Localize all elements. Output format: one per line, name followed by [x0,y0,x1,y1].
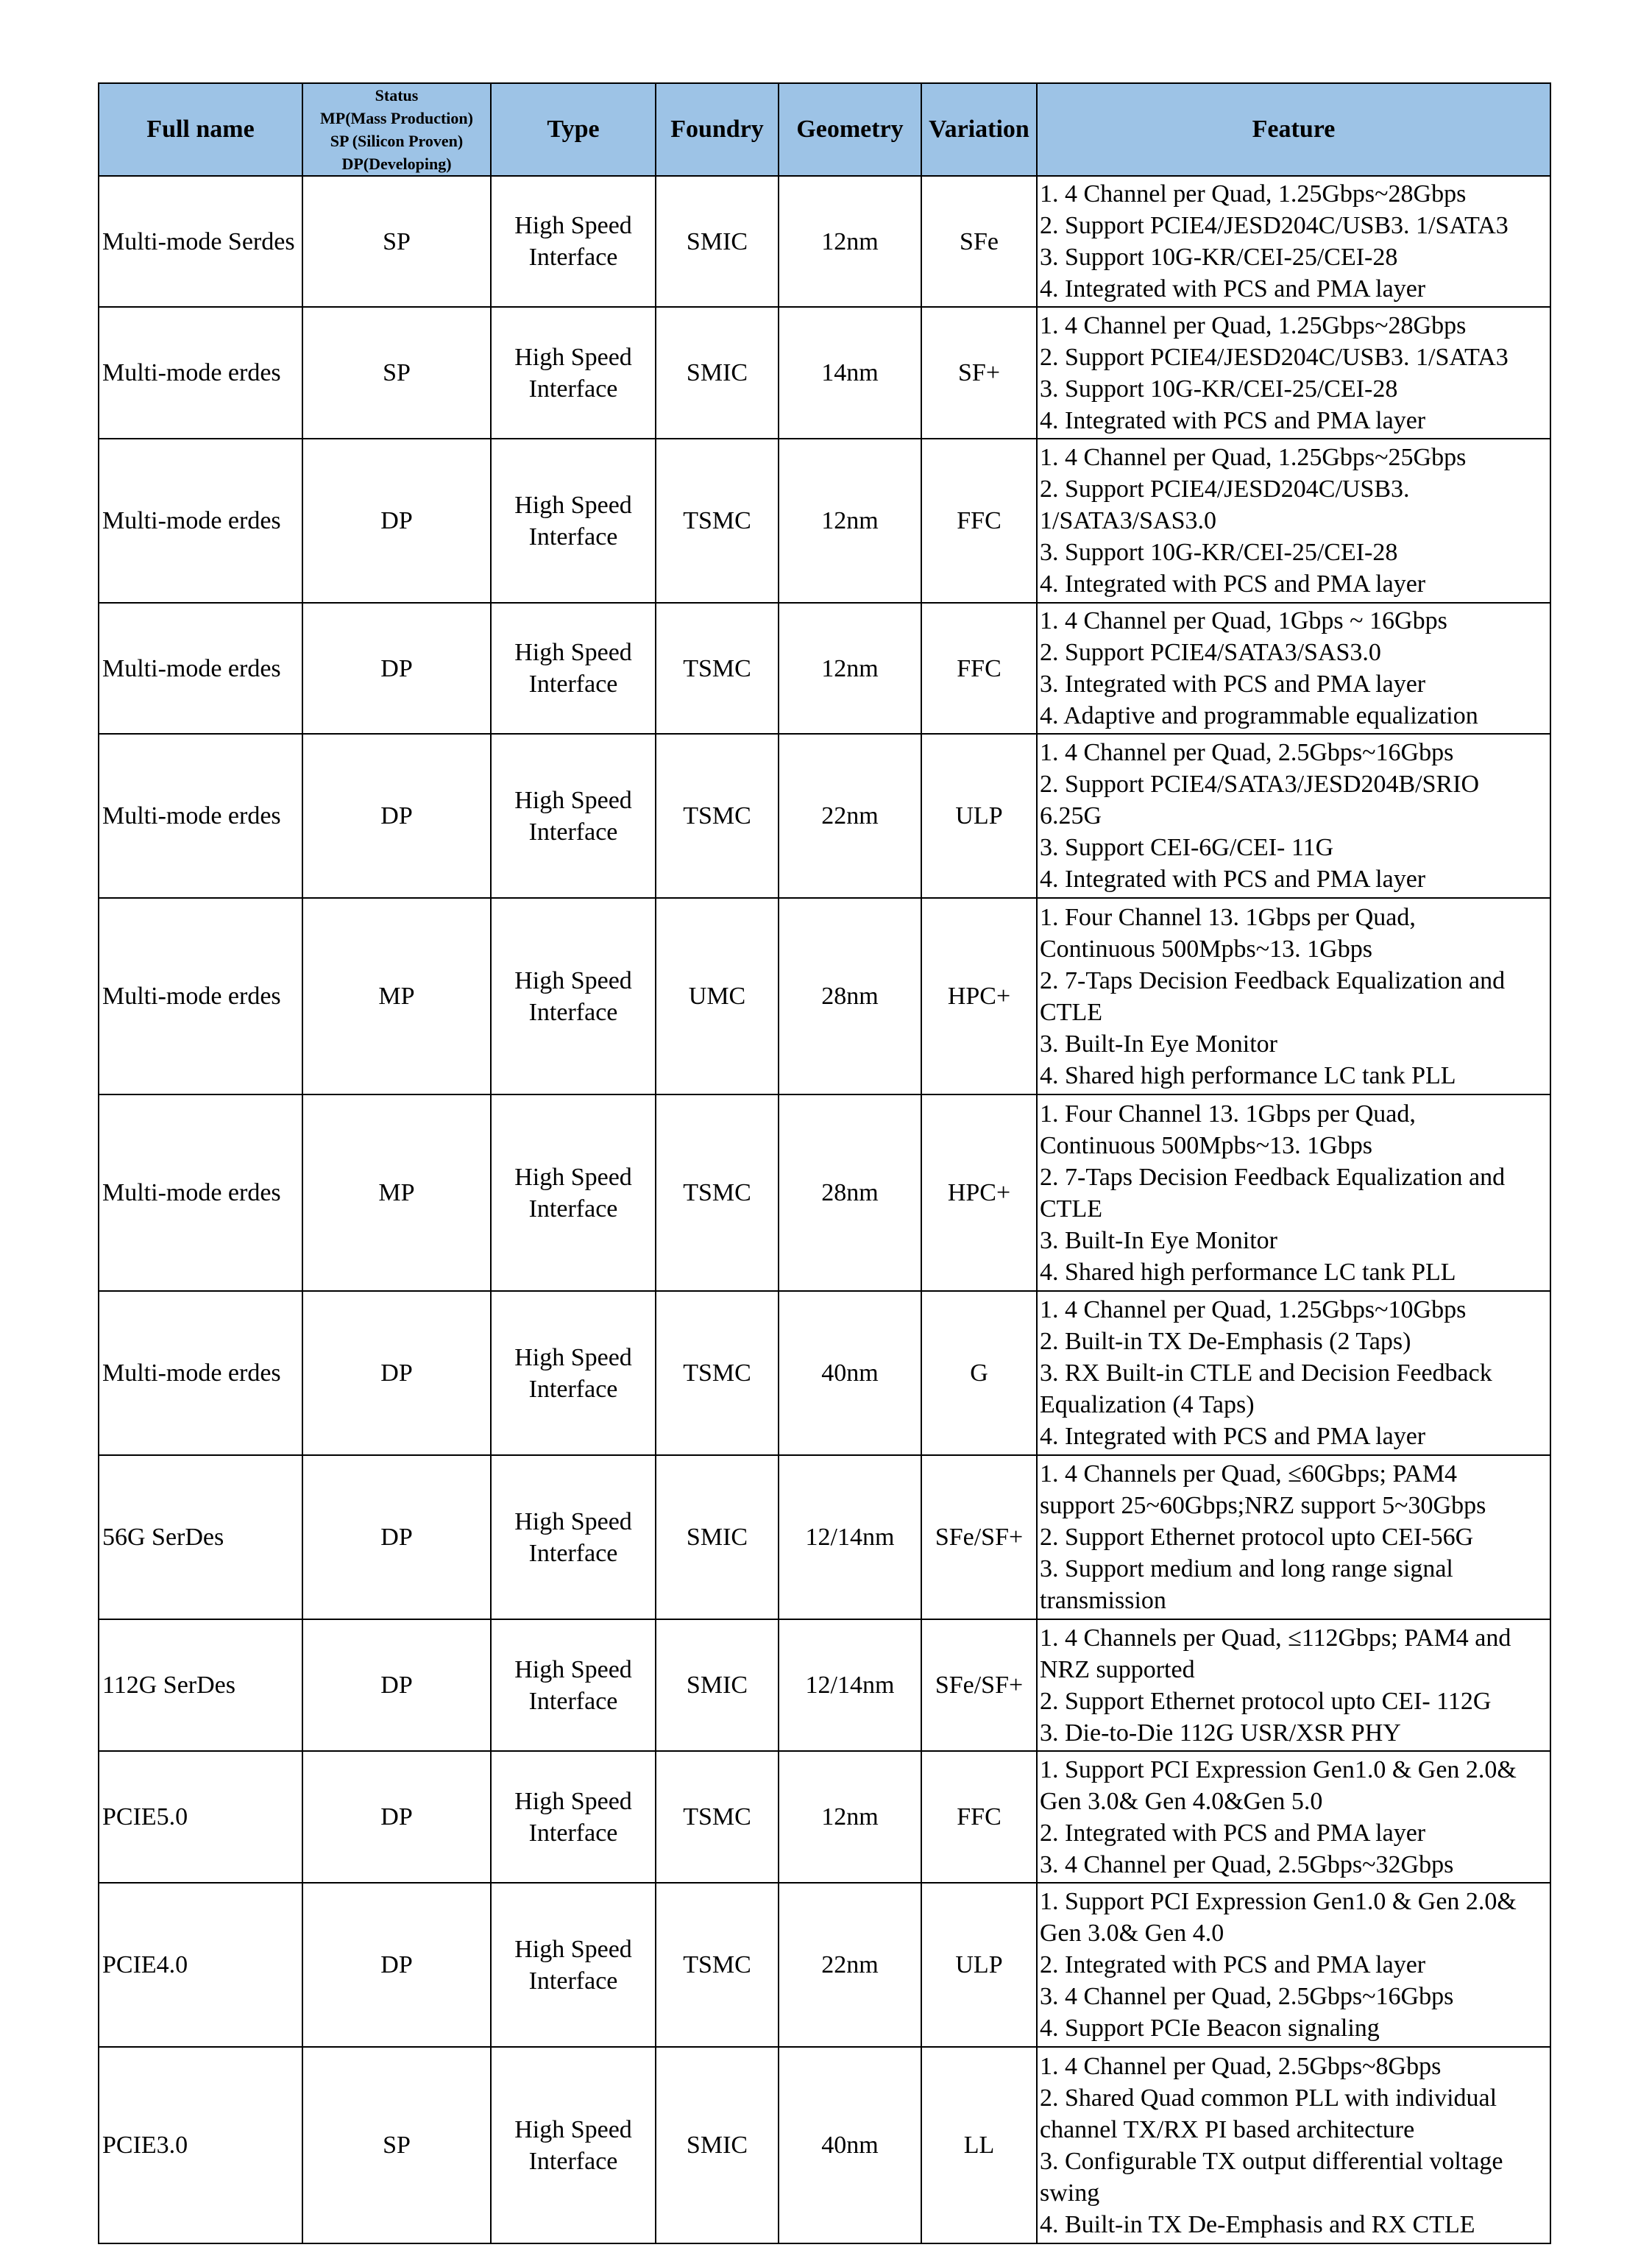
header-row [99,83,1550,176]
feature-line: 6.25G [1040,802,1102,830]
cell-feature [1037,439,1550,603]
feature-line: support 25~60Gbps;NRZ support 5~30Gbps [1040,1492,1486,1519]
cell-status: MP [302,1094,491,1291]
cell-full-name: Multi-mode erdes [99,898,302,1094]
cell-type-line: High Speed [514,2115,632,2143]
cell-full-name: Multi-mode erdes [99,307,302,439]
feature-line: 2. Support PCIE4/JESD204C/USB3. 1/SATA3 [1040,343,1509,371]
cell-full-name: Multi-mode Serdes [99,176,302,307]
cell-feature [1037,307,1550,439]
feature-line: 1. 4 Channel per Quad, 1Gbps ~ 16Gbps [1040,607,1447,634]
feature-line: 2. Integrated with PCS and PMA layer [1040,1819,1426,1847]
feature-line: 1. 4 Channel per Quad, 2.5Gbps~8Gbps [1040,2052,1442,2080]
cell-feature [1037,1751,1550,1883]
header-variation: Variation [921,83,1037,176]
cell-status: SP [302,307,491,439]
feature-line: 2. Support Ethernet protocol upto CEI- 112G [1040,1687,1492,1715]
table-row [99,1619,1550,1751]
cell-geometry: 40nm [779,1291,921,1455]
cell-type [491,734,656,898]
cell-geometry: 28nm [779,898,921,1094]
cell-foundry: SMIC [656,176,779,307]
cell-foundry: TSMC [656,1883,779,2047]
feature-line: 1. 4 Channels per Quad, ≤112Gbps; PAM4 and [1040,1624,1511,1652]
cell-type-line: High Speed [514,1507,632,1535]
cell-variation: SFe [921,176,1037,307]
cell-geometry: 22nm [779,1883,921,2047]
cell-variation: ULP [921,734,1037,898]
cell-feature [1037,734,1550,898]
cell-status: DP [302,1291,491,1455]
feature-line: 3. Integrated with PCS and PMA layer [1040,671,1426,698]
cell-type-line: Interface [528,818,618,846]
table-row [99,439,1550,603]
cell-feature [1037,176,1550,307]
cell-type-line: Interface [528,1375,618,1403]
feature-line: transmission [1040,1587,1166,1614]
cell-variation: HPC+ [921,1094,1037,1291]
cell-status: DP [302,439,491,603]
feature-line: 1. 4 Channel per Quad, 1.25Gbps~25Gbps [1040,444,1467,471]
header-full-name: Full name [99,83,302,176]
feature-line: channel TX/RX PI based architecture [1040,2115,1415,2143]
cell-full-name: PCIE5.0 [99,1751,302,1883]
cell-type-line: High Speed [514,1163,632,1191]
table-row [99,1455,1550,1619]
cell-foundry: SMIC [656,1455,779,1619]
cell-foundry: TSMC [656,1751,779,1883]
cell-type-line: High Speed [514,1655,632,1683]
feature-line: 4. Integrated with PCS and PMA layer [1040,406,1426,434]
cell-variation: G [921,1291,1037,1455]
feature-line: 1. 4 Channels per Quad, ≤60Gbps; PAM4 [1040,1460,1458,1488]
feature-line: 1. Support PCI Expression Gen1.0 & Gen 2.0& [1040,1755,1517,1783]
cell-full-name: Multi-mode erdes [99,1291,302,1455]
cell-status: DP [302,1455,491,1619]
feature-line: 2. 7-Taps Decision Feedback Equalization and [1040,966,1506,994]
cell-status: DP [302,603,491,734]
table-row [99,734,1550,898]
cell-full-name: 56G SerDes [99,1455,302,1619]
feature-line: Equalization (4 Taps) [1040,1391,1255,1418]
cell-type [491,1883,656,2047]
table-row [99,603,1550,734]
feature-line: 2. Support Ethernet protocol upto CEI-56G [1040,1524,1474,1551]
cell-type-line: High Speed [514,1343,632,1371]
feature-line: 3. Die-to-Die 112G USR/XSR PHY [1040,1719,1401,1747]
feature-line: 3. Support medium and long range signal [1040,1555,1453,1582]
cell-geometry: 22nm [779,734,921,898]
cell-variation: HPC+ [921,898,1037,1094]
table-row [99,2047,1550,2243]
feature-line: 4. Integrated with PCS and PMA layer [1040,275,1426,303]
cell-foundry: SMIC [656,2047,779,2243]
cell-variation: FFC [921,439,1037,603]
cell-status: MP [302,898,491,1094]
cell-feature [1037,1619,1550,1751]
cell-foundry: TSMC [656,1291,779,1455]
cell-foundry: UMC [656,898,779,1094]
feature-line: Continuous 500Mpbs~13. 1Gbps [1040,1131,1372,1159]
feature-line: 4. Support PCIe Beacon signaling [1040,2015,1380,2042]
cell-foundry: SMIC [656,307,779,439]
cell-geometry: 14nm [779,307,921,439]
cell-status: SP [302,2047,491,2243]
table-row [99,1291,1550,1455]
cell-type-line: High Speed [514,491,632,519]
table-body [99,176,1550,2243]
cell-type [491,1751,656,1883]
cell-type-line: Interface [528,244,618,271]
feature-line: 1. 4 Channel per Quad, 1.25Gbps~10Gbps [1040,1296,1467,1323]
feature-line: 1. Four Channel 13. 1Gbps per Quad, [1040,903,1416,931]
cell-variation: LL [921,2047,1037,2243]
feature-line: 3. 4 Channel per Quad, 2.5Gbps~16Gbps [1040,1983,1454,2010]
cell-type [491,176,656,307]
cell-status: DP [302,1619,491,1751]
header-status-line: DP(Developing) [341,155,452,173]
cell-geometry: 12nm [779,439,921,603]
feature-line: 3. Support 10G-KR/CEI-25/CEI-28 [1040,539,1398,566]
cell-type-line: Interface [528,671,618,698]
header-foundry: Foundry [656,83,779,176]
cell-geometry: 12nm [779,176,921,307]
table-row [99,1094,1550,1291]
feature-line: 4. Shared high performance LC tank PLL [1040,1258,1456,1286]
cell-full-name: Multi-mode erdes [99,603,302,734]
cell-variation: FFC [921,603,1037,734]
cell-feature [1037,1291,1550,1455]
feature-line: 2. Integrated with PCS and PMA layer [1040,1951,1426,1978]
feature-line: 1/SATA3/SAS3.0 [1040,507,1217,534]
feature-line: 3. Support 10G-KR/CEI-25/CEI-28 [1040,375,1398,403]
cell-type [491,1094,656,1291]
cell-foundry: SMIC [656,1619,779,1751]
header-status-line: Status [375,86,419,105]
feature-line: 3. RX Built-in CTLE and Decision Feedback [1040,1359,1492,1387]
feature-line: 3. Support 10G-KR/CEI-25/CEI-28 [1040,244,1398,271]
feature-line: 4. Integrated with PCS and PMA layer [1040,570,1426,598]
cell-feature [1037,1094,1550,1291]
cell-foundry: TSMC [656,1094,779,1291]
cell-status: SP [302,176,491,307]
cell-type [491,603,656,734]
cell-type-line: High Speed [514,966,632,994]
cell-type-line: Interface [528,1819,618,1847]
cell-type [491,1455,656,1619]
cell-full-name: PCIE3.0 [99,2047,302,2243]
cell-foundry: TSMC [656,734,779,898]
cell-status: DP [302,1751,491,1883]
table-row [99,1883,1550,2047]
feature-line: 1. 4 Channel per Quad, 1.25Gbps~28Gbps [1040,311,1467,339]
cell-geometry: 12/14nm [779,1455,921,1619]
table-row [99,176,1550,307]
feature-line: 3. Support CEI-6G/CEI- 11G [1040,834,1334,861]
table-row [99,1751,1550,1883]
feature-line: 1. 4 Channel per Quad, 1.25Gbps~28Gbps [1040,180,1467,208]
cell-status: DP [302,734,491,898]
cell-type-line: High Speed [514,639,632,666]
header-feature: Feature [1037,83,1550,176]
table-row [99,307,1550,439]
cell-type [491,1291,656,1455]
feature-line: 4. Shared high performance LC tank PLL [1040,1061,1456,1089]
cell-type-line: Interface [528,998,618,1026]
cell-type [491,898,656,1094]
feature-line: 3. 4 Channel per Quad, 2.5Gbps~32Gbps [1040,1850,1454,1878]
ip-catalog-table [98,82,1551,2244]
cell-geometry: 40nm [779,2047,921,2243]
cell-type-line: High Speed [514,212,632,239]
cell-variation: SF+ [921,307,1037,439]
feature-line: Gen 3.0& Gen 4.0&Gen 5.0 [1040,1787,1323,1815]
feature-line: 4. Adaptive and programmable equalization [1040,702,1478,729]
feature-line: 4. Integrated with PCS and PMA layer [1040,1423,1426,1450]
cell-full-name: Multi-mode erdes [99,1094,302,1291]
feature-line: 3. Built-In Eye Monitor [1040,1030,1277,1058]
feature-line: Continuous 500Mpbs~13. 1Gbps [1040,935,1372,963]
cell-type-line: Interface [528,1195,618,1223]
cell-feature [1037,1883,1550,2047]
cell-type [491,2047,656,2243]
cell-status: DP [302,1883,491,2047]
feature-line: 3. Configurable TX output differential voltage [1040,2147,1503,2175]
cell-geometry: 12nm [779,603,921,734]
header-status [302,83,491,176]
cell-variation: FFC [921,1751,1037,1883]
cell-full-name: PCIE4.0 [99,1883,302,2047]
feature-line: 2. Support PCIE4/SATA3/SAS3.0 [1040,639,1381,666]
header-status-line: SP (Silicon Proven) [330,132,464,150]
cell-full-name: 112G SerDes [99,1619,302,1751]
feature-line: 2. Support PCIE4/SATA3/JESD204B/SRIO [1040,771,1480,798]
cell-type-line: High Speed [514,1787,632,1815]
cell-geometry: 28nm [779,1094,921,1291]
feature-line: 3. Built-In Eye Monitor [1040,1226,1277,1254]
cell-type-line: High Speed [514,343,632,371]
feature-line: 2. Built-in TX De-Emphasis (2 Taps) [1040,1328,1411,1355]
feature-line: 2. Support PCIE4/JESD204C/USB3. [1040,475,1410,503]
feature-line: 4. Integrated with PCS and PMA layer [1040,866,1426,893]
feature-line: 2. 7-Taps Decision Feedback Equalization and [1040,1163,1506,1191]
cell-geometry: 12/14nm [779,1619,921,1751]
feature-line: NRZ supported [1040,1655,1195,1683]
table-row [99,898,1550,1094]
cell-variation: SFe/SF+ [921,1619,1037,1751]
cell-variation: SFe/SF+ [921,1455,1037,1619]
feature-line: 2. Shared Quad common PLL with individual [1040,2084,1497,2112]
feature-line: 1. 4 Channel per Quad, 2.5Gbps~16Gbps [1040,739,1454,766]
feature-line: CTLE [1040,1195,1102,1223]
cell-type-line: Interface [528,1967,618,1995]
cell-type-line: High Speed [514,1935,632,1963]
feature-line: CTLE [1040,998,1102,1026]
cell-geometry: 12nm [779,1751,921,1883]
feature-line: Gen 3.0& Gen 4.0 [1040,1920,1224,1947]
cell-full-name: Multi-mode erdes [99,439,302,603]
cell-feature [1037,603,1550,734]
header-geometry: Geometry [779,83,921,176]
cell-foundry: TSMC [656,603,779,734]
cell-feature [1037,898,1550,1094]
cell-type-line: High Speed [514,786,632,814]
cell-full-name: Multi-mode erdes [99,734,302,898]
cell-type-line: Interface [528,2147,618,2175]
cell-type [491,307,656,439]
header-status-line: MP(Mass Production) [320,109,473,127]
feature-line: 1. Support PCI Expression Gen1.0 & Gen 2.0& [1040,1888,1517,1915]
cell-type-line: Interface [528,1539,618,1567]
feature-line: 1. Four Channel 13. 1Gbps per Quad, [1040,1100,1416,1128]
feature-line: 4. Built-in TX De-Emphasis and RX CTLE [1040,2210,1475,2238]
cell-foundry: TSMC [656,439,779,603]
cell-type-line: Interface [528,375,618,403]
feature-line: 2. Support PCIE4/JESD204C/USB3. 1/SATA3 [1040,212,1509,239]
cell-type [491,1619,656,1751]
feature-line: swing [1040,2179,1100,2207]
cell-type-line: Interface [528,523,618,551]
cell-feature [1037,2047,1550,2243]
cell-feature [1037,1455,1550,1619]
cell-type-line: Interface [528,1687,618,1715]
cell-variation: ULP [921,1883,1037,2047]
cell-type [491,439,656,603]
header-type: Type [491,83,656,176]
